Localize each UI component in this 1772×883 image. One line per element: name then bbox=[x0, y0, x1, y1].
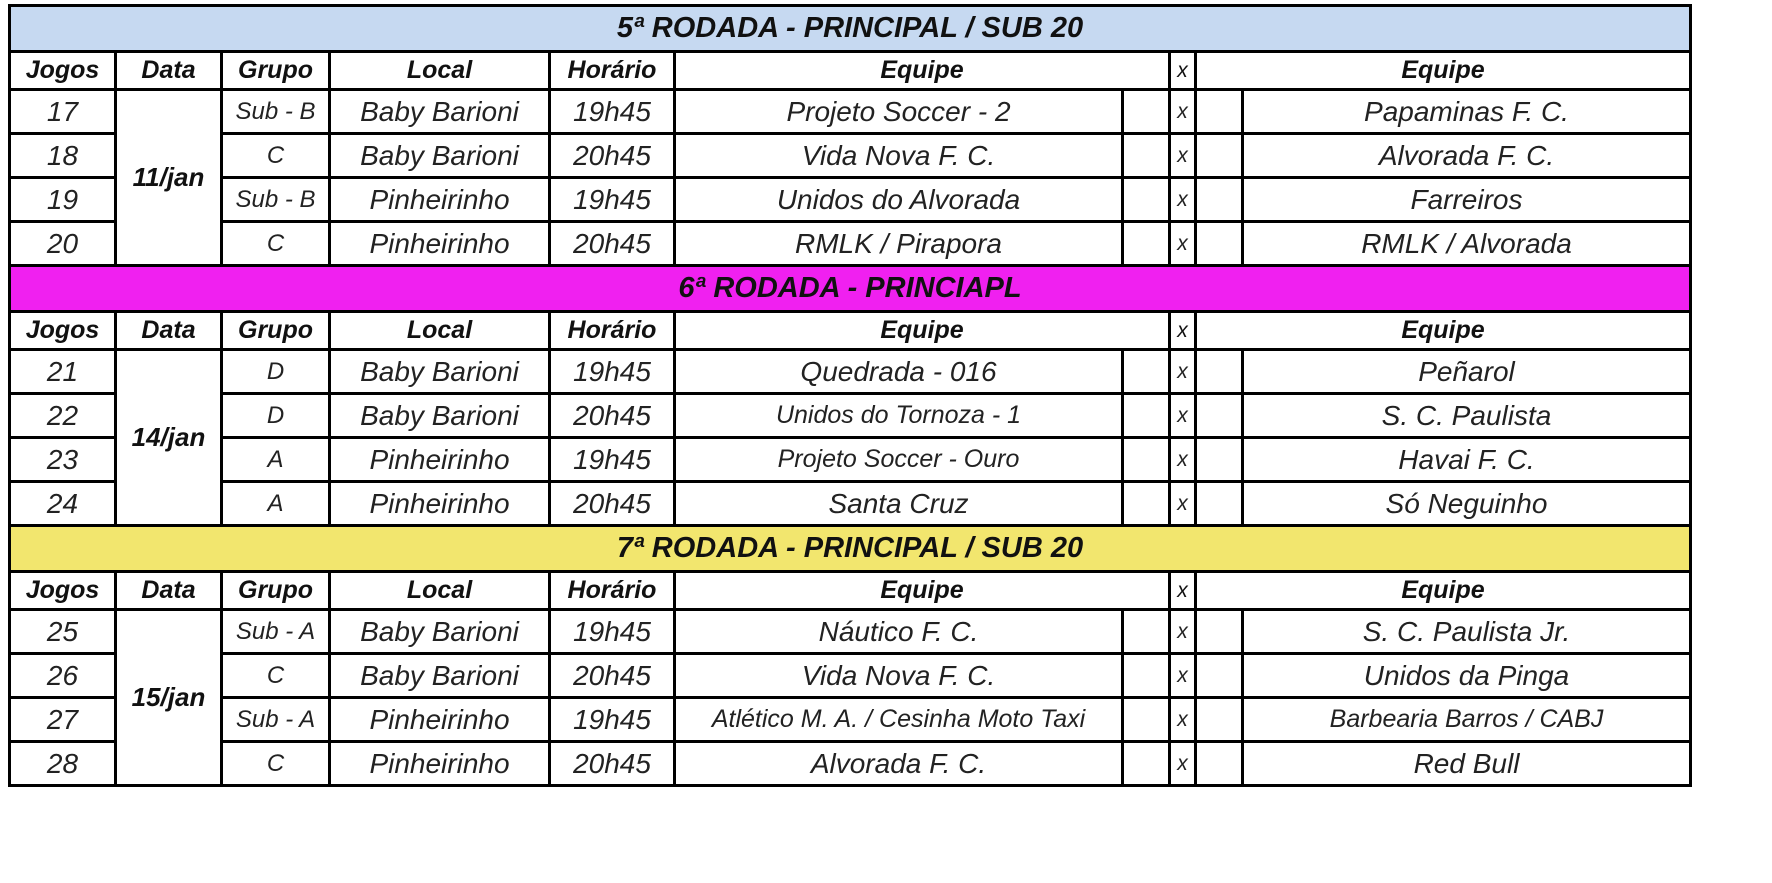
header-data: Data bbox=[116, 52, 222, 90]
game-row bbox=[10, 698, 1691, 742]
away-team: Barbearia Barros / CABJ bbox=[1243, 698, 1691, 742]
game-venue: Pinheirinho bbox=[330, 178, 550, 222]
header-jogos: Jogos bbox=[10, 572, 116, 610]
versus-mark: x bbox=[1170, 654, 1196, 698]
schedule-table bbox=[8, 4, 1692, 787]
header-local: Local bbox=[330, 312, 550, 350]
game-group: Sub - A bbox=[222, 698, 330, 742]
header-row bbox=[10, 572, 1691, 610]
game-time: 19h45 bbox=[550, 438, 675, 482]
header-x: x bbox=[1170, 572, 1196, 610]
home-team: Santa Cruz bbox=[675, 482, 1123, 526]
game-row bbox=[10, 742, 1691, 786]
header-grupo: Grupo bbox=[222, 52, 330, 90]
home-team: Unidos do Tornoza - 1 bbox=[675, 394, 1123, 438]
game-group: C bbox=[222, 134, 330, 178]
home-score-cell bbox=[1123, 698, 1170, 742]
away-score-cell bbox=[1196, 438, 1243, 482]
home-score-cell bbox=[1123, 134, 1170, 178]
away-team: Só Neguinho bbox=[1243, 482, 1691, 526]
game-group: D bbox=[222, 350, 330, 394]
game-number: 25 bbox=[10, 610, 116, 654]
game-number: 23 bbox=[10, 438, 116, 482]
header-grupo: Grupo bbox=[222, 572, 330, 610]
home-score-cell bbox=[1123, 610, 1170, 654]
game-group: D bbox=[222, 394, 330, 438]
header-data: Data bbox=[116, 312, 222, 350]
home-team: Unidos do Alvorada bbox=[675, 178, 1123, 222]
game-row bbox=[10, 394, 1691, 438]
game-row bbox=[10, 438, 1691, 482]
game-number: 28 bbox=[10, 742, 116, 786]
game-time: 20h45 bbox=[550, 394, 675, 438]
game-row bbox=[10, 134, 1691, 178]
header-equipe-home: Equipe bbox=[675, 52, 1170, 90]
header-grupo: Grupo bbox=[222, 312, 330, 350]
versus-mark: x bbox=[1170, 610, 1196, 654]
game-group: A bbox=[222, 482, 330, 526]
away-score-cell bbox=[1196, 654, 1243, 698]
round-banner bbox=[10, 526, 1691, 572]
game-group: Sub - B bbox=[222, 90, 330, 134]
game-venue: Pinheirinho bbox=[330, 698, 550, 742]
game-row bbox=[10, 610, 1691, 654]
game-time: 19h45 bbox=[550, 90, 675, 134]
game-time: 19h45 bbox=[550, 350, 675, 394]
header-row bbox=[10, 52, 1691, 90]
home-team: RMLK / Pirapora bbox=[675, 222, 1123, 266]
header-jogos: Jogos bbox=[10, 312, 116, 350]
home-team: Náutico F. C. bbox=[675, 610, 1123, 654]
home-score-cell bbox=[1123, 742, 1170, 786]
header-jogos: Jogos bbox=[10, 52, 116, 90]
away-team: Red Bull bbox=[1243, 742, 1691, 786]
away-team: RMLK / Alvorada bbox=[1243, 222, 1691, 266]
game-group: Sub - A bbox=[222, 610, 330, 654]
game-group: C bbox=[222, 222, 330, 266]
away-score-cell bbox=[1196, 222, 1243, 266]
versus-mark: x bbox=[1170, 698, 1196, 742]
away-score-cell bbox=[1196, 394, 1243, 438]
away-score-cell bbox=[1196, 742, 1243, 786]
game-time: 19h45 bbox=[550, 610, 675, 654]
game-venue: Baby Barioni bbox=[330, 610, 550, 654]
game-row bbox=[10, 350, 1691, 394]
versus-mark: x bbox=[1170, 178, 1196, 222]
away-team: Papaminas F. C. bbox=[1243, 90, 1691, 134]
game-number: 20 bbox=[10, 222, 116, 266]
round-title: 6ª RODADA - PRINCIAPL bbox=[10, 266, 1691, 312]
home-team: Alvorada F. C. bbox=[675, 742, 1123, 786]
home-team: Quedrada - 016 bbox=[675, 350, 1123, 394]
game-group: A bbox=[222, 438, 330, 482]
game-row bbox=[10, 654, 1691, 698]
versus-mark: x bbox=[1170, 438, 1196, 482]
home-score-cell bbox=[1123, 654, 1170, 698]
game-time: 20h45 bbox=[550, 482, 675, 526]
home-score-cell bbox=[1123, 90, 1170, 134]
versus-mark: x bbox=[1170, 134, 1196, 178]
home-score-cell bbox=[1123, 482, 1170, 526]
game-row bbox=[10, 222, 1691, 266]
versus-mark: x bbox=[1170, 394, 1196, 438]
away-score-cell bbox=[1196, 350, 1243, 394]
away-score-cell bbox=[1196, 482, 1243, 526]
round-title: 5ª RODADA - PRINCIPAL / SUB 20 bbox=[10, 6, 1691, 52]
home-team: Projeto Soccer - Ouro bbox=[675, 438, 1123, 482]
home-team: Vida Nova F. C. bbox=[675, 654, 1123, 698]
game-number: 27 bbox=[10, 698, 116, 742]
home-score-cell bbox=[1123, 394, 1170, 438]
game-time: 19h45 bbox=[550, 698, 675, 742]
header-horario: Horário bbox=[550, 312, 675, 350]
away-score-cell bbox=[1196, 610, 1243, 654]
header-equipe-away: Equipe bbox=[1196, 312, 1691, 350]
away-score-cell bbox=[1196, 134, 1243, 178]
versus-mark: x bbox=[1170, 350, 1196, 394]
home-score-cell bbox=[1123, 350, 1170, 394]
header-equipe-away: Equipe bbox=[1196, 52, 1691, 90]
header-local: Local bbox=[330, 572, 550, 610]
round-banner bbox=[10, 266, 1691, 312]
round-title: 7ª RODADA - PRINCIPAL / SUB 20 bbox=[10, 526, 1691, 572]
game-group: C bbox=[222, 654, 330, 698]
game-venue: Baby Barioni bbox=[330, 350, 550, 394]
game-number: 26 bbox=[10, 654, 116, 698]
game-row bbox=[10, 482, 1691, 526]
game-venue: Baby Barioni bbox=[330, 654, 550, 698]
game-number: 18 bbox=[10, 134, 116, 178]
home-score-cell bbox=[1123, 178, 1170, 222]
game-row bbox=[10, 178, 1691, 222]
home-team: Atlético M. A. / Cesinha Moto Taxi bbox=[675, 698, 1123, 742]
game-venue: Baby Barioni bbox=[330, 134, 550, 178]
away-team: S. C. Paulista bbox=[1243, 394, 1691, 438]
game-number: 22 bbox=[10, 394, 116, 438]
game-time: 19h45 bbox=[550, 178, 675, 222]
game-number: 21 bbox=[10, 350, 116, 394]
header-data: Data bbox=[116, 572, 222, 610]
versus-mark: x bbox=[1170, 742, 1196, 786]
header-equipe-away: Equipe bbox=[1196, 572, 1691, 610]
away-score-cell bbox=[1196, 90, 1243, 134]
game-time: 20h45 bbox=[550, 222, 675, 266]
versus-mark: x bbox=[1170, 482, 1196, 526]
away-score-cell bbox=[1196, 178, 1243, 222]
round-banner bbox=[10, 6, 1691, 52]
away-score-cell bbox=[1196, 698, 1243, 742]
header-local: Local bbox=[330, 52, 550, 90]
header-x: x bbox=[1170, 312, 1196, 350]
header-horario: Horário bbox=[550, 52, 675, 90]
home-score-cell bbox=[1123, 438, 1170, 482]
away-team: Peñarol bbox=[1243, 350, 1691, 394]
game-date: 14/jan bbox=[116, 350, 222, 526]
game-venue: Baby Barioni bbox=[330, 90, 550, 134]
game-number: 24 bbox=[10, 482, 116, 526]
game-venue: Pinheirinho bbox=[330, 482, 550, 526]
game-number: 19 bbox=[10, 178, 116, 222]
away-team: S. C. Paulista Jr. bbox=[1243, 610, 1691, 654]
game-row bbox=[10, 90, 1691, 134]
game-time: 20h45 bbox=[550, 134, 675, 178]
game-venue: Pinheirinho bbox=[330, 742, 550, 786]
game-date: 11/jan bbox=[116, 90, 222, 266]
game-group: C bbox=[222, 742, 330, 786]
away-team: Havai F. C. bbox=[1243, 438, 1691, 482]
header-equipe-home: Equipe bbox=[675, 312, 1170, 350]
header-equipe-home: Equipe bbox=[675, 572, 1170, 610]
game-number: 17 bbox=[10, 90, 116, 134]
home-team: Vida Nova F. C. bbox=[675, 134, 1123, 178]
away-team: Alvorada F. C. bbox=[1243, 134, 1691, 178]
game-venue: Baby Barioni bbox=[330, 394, 550, 438]
header-row bbox=[10, 312, 1691, 350]
game-venue: Pinheirinho bbox=[330, 222, 550, 266]
away-team: Unidos da Pinga bbox=[1243, 654, 1691, 698]
versus-mark: x bbox=[1170, 222, 1196, 266]
versus-mark: x bbox=[1170, 90, 1196, 134]
header-x: x bbox=[1170, 52, 1196, 90]
game-time: 20h45 bbox=[550, 742, 675, 786]
game-venue: Pinheirinho bbox=[330, 438, 550, 482]
game-time: 20h45 bbox=[550, 654, 675, 698]
game-date: 15/jan bbox=[116, 610, 222, 786]
header-horario: Horário bbox=[550, 572, 675, 610]
game-group: Sub - B bbox=[222, 178, 330, 222]
home-score-cell bbox=[1123, 222, 1170, 266]
home-team: Projeto Soccer - 2 bbox=[675, 90, 1123, 134]
away-team: Farreiros bbox=[1243, 178, 1691, 222]
